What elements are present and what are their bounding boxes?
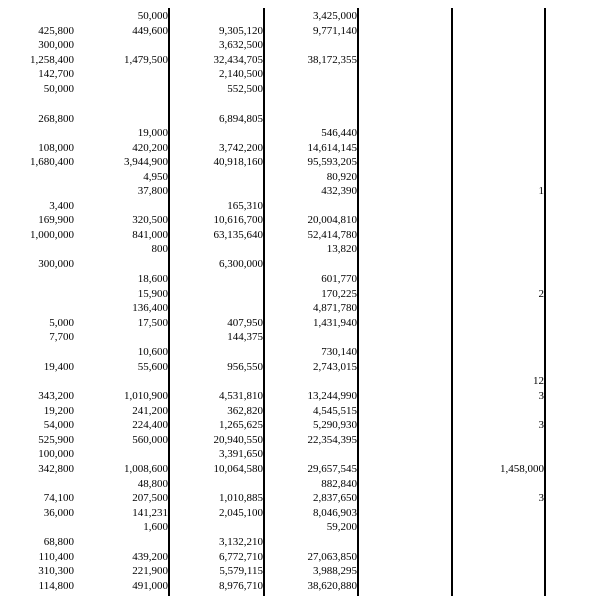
table-row: [0, 477, 600, 491]
table-cell: 13,820: [326, 243, 357, 255]
table-row: [0, 330, 600, 344]
table-row: [0, 53, 600, 67]
table-cell: 800: [151, 243, 168, 255]
table-cell: 300,000: [38, 258, 74, 270]
table-cell: 74,100: [43, 492, 74, 504]
table-row: [0, 374, 600, 388]
table-cell: 2,837,650: [313, 492, 357, 504]
table-cell: 165,310: [227, 200, 263, 212]
table-cell: 300,000: [38, 39, 74, 51]
table-cell: [0, 579, 544, 593]
table-cell: [0, 272, 544, 286]
table-cell: 3,132,210: [219, 536, 263, 548]
table-cell: [0, 170, 544, 184]
table-cell: 52,414,780: [307, 229, 357, 241]
table-cell: 1,458,000: [500, 463, 544, 475]
table-row: [0, 257, 600, 271]
table-cell: 54,000: [43, 419, 74, 431]
table-row: [0, 112, 600, 126]
table-cell: 1,680,400: [30, 156, 74, 168]
table-cell: 7,700: [49, 331, 74, 343]
table-cell: [0, 82, 544, 96]
table-cell: 5,579,115: [219, 565, 263, 577]
table-cell: 8,046,903: [313, 507, 357, 519]
table-cell: 144,375: [227, 331, 263, 343]
table-cell: [0, 535, 544, 549]
table-cell: [0, 53, 544, 67]
table-row: [0, 272, 600, 286]
table-row: [0, 67, 600, 81]
table-cell: 420,200: [132, 142, 168, 154]
table-cell: [0, 447, 544, 461]
table-row: [0, 564, 600, 578]
table-cell: 491,000: [132, 580, 168, 592]
table-cell: 730,140: [321, 346, 357, 358]
table-cell: 241,200: [132, 405, 168, 417]
table-cell: 3,944,900: [124, 156, 168, 168]
table-cell: 15,900: [137, 288, 168, 300]
table-cell: [0, 477, 544, 491]
table-cell: 3,391,650: [219, 448, 263, 460]
table-cell: 170,225: [321, 288, 357, 300]
table-cell: 407,950: [227, 317, 263, 329]
table-cell: 268,800: [38, 113, 74, 125]
table-cell: 956,550: [227, 361, 263, 373]
table-cell: 32,434,705: [213, 54, 263, 66]
table-cell: [0, 550, 544, 564]
table-row: [0, 345, 600, 359]
table-cell: 1,479,500: [124, 54, 168, 66]
table-cell: 114,800: [38, 580, 74, 592]
table-row: [0, 9, 600, 23]
table-cell: 10,616,700: [213, 214, 263, 226]
table-cell: 1: [538, 185, 544, 197]
table-cell: 3: [538, 419, 544, 431]
table-cell: 6,894,805: [219, 113, 263, 125]
table-row: [0, 433, 600, 447]
table-row: [0, 579, 600, 593]
table-row: [0, 184, 600, 198]
table-cell: 19,200: [43, 405, 74, 417]
table-row: [0, 155, 600, 169]
table-cell: 6,300,000: [219, 258, 263, 270]
table-cell: [0, 97, 544, 111]
table-cell: 320,500: [132, 214, 168, 226]
table-cell: 4,531,810: [219, 390, 263, 402]
table-row: [0, 520, 600, 534]
table-row: [0, 360, 600, 374]
table-cell: 2,045,100: [219, 507, 263, 519]
table-cell: 10,600: [137, 346, 168, 358]
table-cell: 14,614,145: [307, 142, 357, 154]
table-cell: 560,000: [132, 434, 168, 446]
table-cell: [0, 404, 544, 418]
table-cell: [0, 257, 544, 271]
table-cell: [0, 9, 544, 23]
table-cell: 110,400: [38, 551, 74, 563]
table-cell: 29,657,545: [307, 463, 357, 475]
table-cell: 68,800: [43, 536, 74, 548]
table-cell: 2,743,015: [313, 361, 357, 373]
table-cell: [0, 155, 544, 169]
table-cell: 17,500: [137, 317, 168, 329]
table-cell: 1,000,000: [30, 229, 74, 241]
table-cell: 13,244,990: [307, 390, 357, 402]
table-cell: 362,820: [227, 405, 263, 417]
table-cell: 207,500: [132, 492, 168, 504]
table-cell: [0, 564, 544, 578]
table-cell: 5,290,930: [313, 419, 357, 431]
table-cell: 6,772,710: [219, 551, 263, 563]
table-cell: 310,300: [38, 565, 74, 577]
table-cell: 432,390: [321, 185, 357, 197]
table-row: [0, 447, 600, 461]
table-cell: 63,135,640: [213, 229, 263, 241]
table-cell: 601,770: [321, 273, 357, 285]
table-row: [0, 242, 600, 256]
table-cell: 224,400: [132, 419, 168, 431]
table-cell: [0, 67, 544, 81]
table-cell: [0, 24, 544, 38]
table-row: [0, 316, 600, 330]
table-cell: 95,593,205: [307, 156, 357, 168]
table-cell: [0, 242, 544, 256]
table-cell: 546,440: [321, 127, 357, 139]
table-cell: 38,172,355: [307, 54, 357, 66]
table-cell: [0, 213, 544, 227]
table-row: [0, 506, 600, 520]
table-cell: 3,742,200: [219, 142, 263, 154]
table-row: [0, 141, 600, 155]
table-cell: 449,600: [132, 25, 168, 37]
table-row: [0, 24, 600, 38]
table-cell: 100,000: [38, 448, 74, 460]
table-cell: 36,000: [43, 507, 74, 519]
table-cell: 141,231: [132, 507, 168, 519]
table-cell: [0, 345, 544, 359]
table-cell: 4,871,780: [313, 302, 357, 314]
table-cell: 12: [533, 375, 544, 387]
table-cell: 4,950: [143, 171, 168, 183]
table-row: [0, 389, 600, 403]
table-cell: 9,305,120: [219, 25, 263, 37]
table-cell: 2,140,500: [219, 68, 263, 80]
table-row: [0, 491, 600, 505]
table-cell: 59,200: [326, 521, 357, 533]
table-row: [0, 535, 600, 549]
table-cell: 136,400: [132, 302, 168, 314]
table-cell: 221,900: [132, 565, 168, 577]
table-row: [0, 462, 600, 476]
table-cell: [0, 126, 544, 140]
table-row: [0, 199, 600, 213]
table-cell: 22,354,395: [307, 434, 357, 446]
table-row: [0, 97, 600, 111]
table-cell: 1,431,940: [313, 317, 357, 329]
table-cell: 3,400: [49, 200, 74, 212]
table-cell: 10,064,580: [213, 463, 263, 475]
table-cell: [0, 520, 544, 534]
table-row: [0, 228, 600, 242]
table-cell: 37,800: [137, 185, 168, 197]
table-cell: [0, 228, 544, 242]
table-row: [0, 170, 600, 184]
table-cell: [0, 506, 544, 520]
table-cell: 19,000: [137, 127, 168, 139]
table-cell: 1,258,400: [30, 54, 74, 66]
table-cell: [0, 301, 544, 315]
table-cell: 1,010,900: [124, 390, 168, 402]
table-cell: 48,800: [137, 478, 168, 490]
table-cell: 2: [538, 288, 544, 300]
table-cell: [0, 112, 544, 126]
table-row: [0, 301, 600, 315]
table-cell: 80,920: [326, 171, 357, 183]
table-cell: 525,900: [38, 434, 74, 446]
table-cell: 3,425,000: [313, 10, 357, 22]
table-row: [0, 404, 600, 418]
table-cell: 4,545,515: [313, 405, 357, 417]
table-cell: 552,500: [227, 83, 263, 95]
table-cell: 3: [538, 492, 544, 504]
table-row: [0, 550, 600, 564]
table-cell: 1,600: [143, 521, 168, 533]
table-cell: 1,010,885: [219, 492, 263, 504]
table-cell: 343,200: [38, 390, 74, 402]
table-cell: 5,000: [49, 317, 74, 329]
table-cell: 169,900: [38, 214, 74, 226]
table-row: [0, 126, 600, 140]
table-cell: [0, 433, 544, 447]
table-row: [0, 418, 600, 432]
table-cell: [0, 38, 544, 52]
table-cell: 142,700: [38, 68, 74, 80]
table-row: [0, 213, 600, 227]
table-cell: 20,940,550: [213, 434, 263, 446]
table-cell: [0, 316, 544, 330]
table-cell: 38,620,880: [307, 580, 357, 592]
table-cell: 55,600: [137, 361, 168, 373]
table-cell: [0, 141, 544, 155]
table-row: [0, 38, 600, 52]
table-cell: 3,632,500: [219, 39, 263, 51]
table-cell: [0, 360, 544, 374]
table-cell: 18,600: [137, 273, 168, 285]
table-row: [0, 287, 600, 301]
table-cell: [0, 330, 544, 344]
table-cell: 425,800: [38, 25, 74, 37]
table-cell: 8,976,710: [219, 580, 263, 592]
table-cell: 50,000: [137, 10, 168, 22]
table-cell: 50,000: [43, 83, 74, 95]
table-cell: 3,988,295: [313, 565, 357, 577]
table-cell: 439,200: [132, 551, 168, 563]
table-cell: 19,400: [43, 361, 74, 373]
table-cell: 841,000: [132, 229, 168, 241]
table-cell: 3: [538, 390, 544, 402]
table-cell: 342,800: [38, 463, 74, 475]
table-cell: 1,008,600: [124, 463, 168, 475]
table-row: [0, 82, 600, 96]
table-cell: 40,918,160: [213, 156, 263, 168]
table-cell: 1,265,625: [219, 419, 263, 431]
table-cell: 20,004,810: [307, 214, 357, 226]
table-cell: 882,840: [321, 478, 357, 490]
table-cell: 27,063,850: [307, 551, 357, 563]
table-cell: [0, 199, 544, 213]
table-cell: 108,000: [38, 142, 74, 154]
table-cell: 9,771,140: [313, 25, 357, 37]
